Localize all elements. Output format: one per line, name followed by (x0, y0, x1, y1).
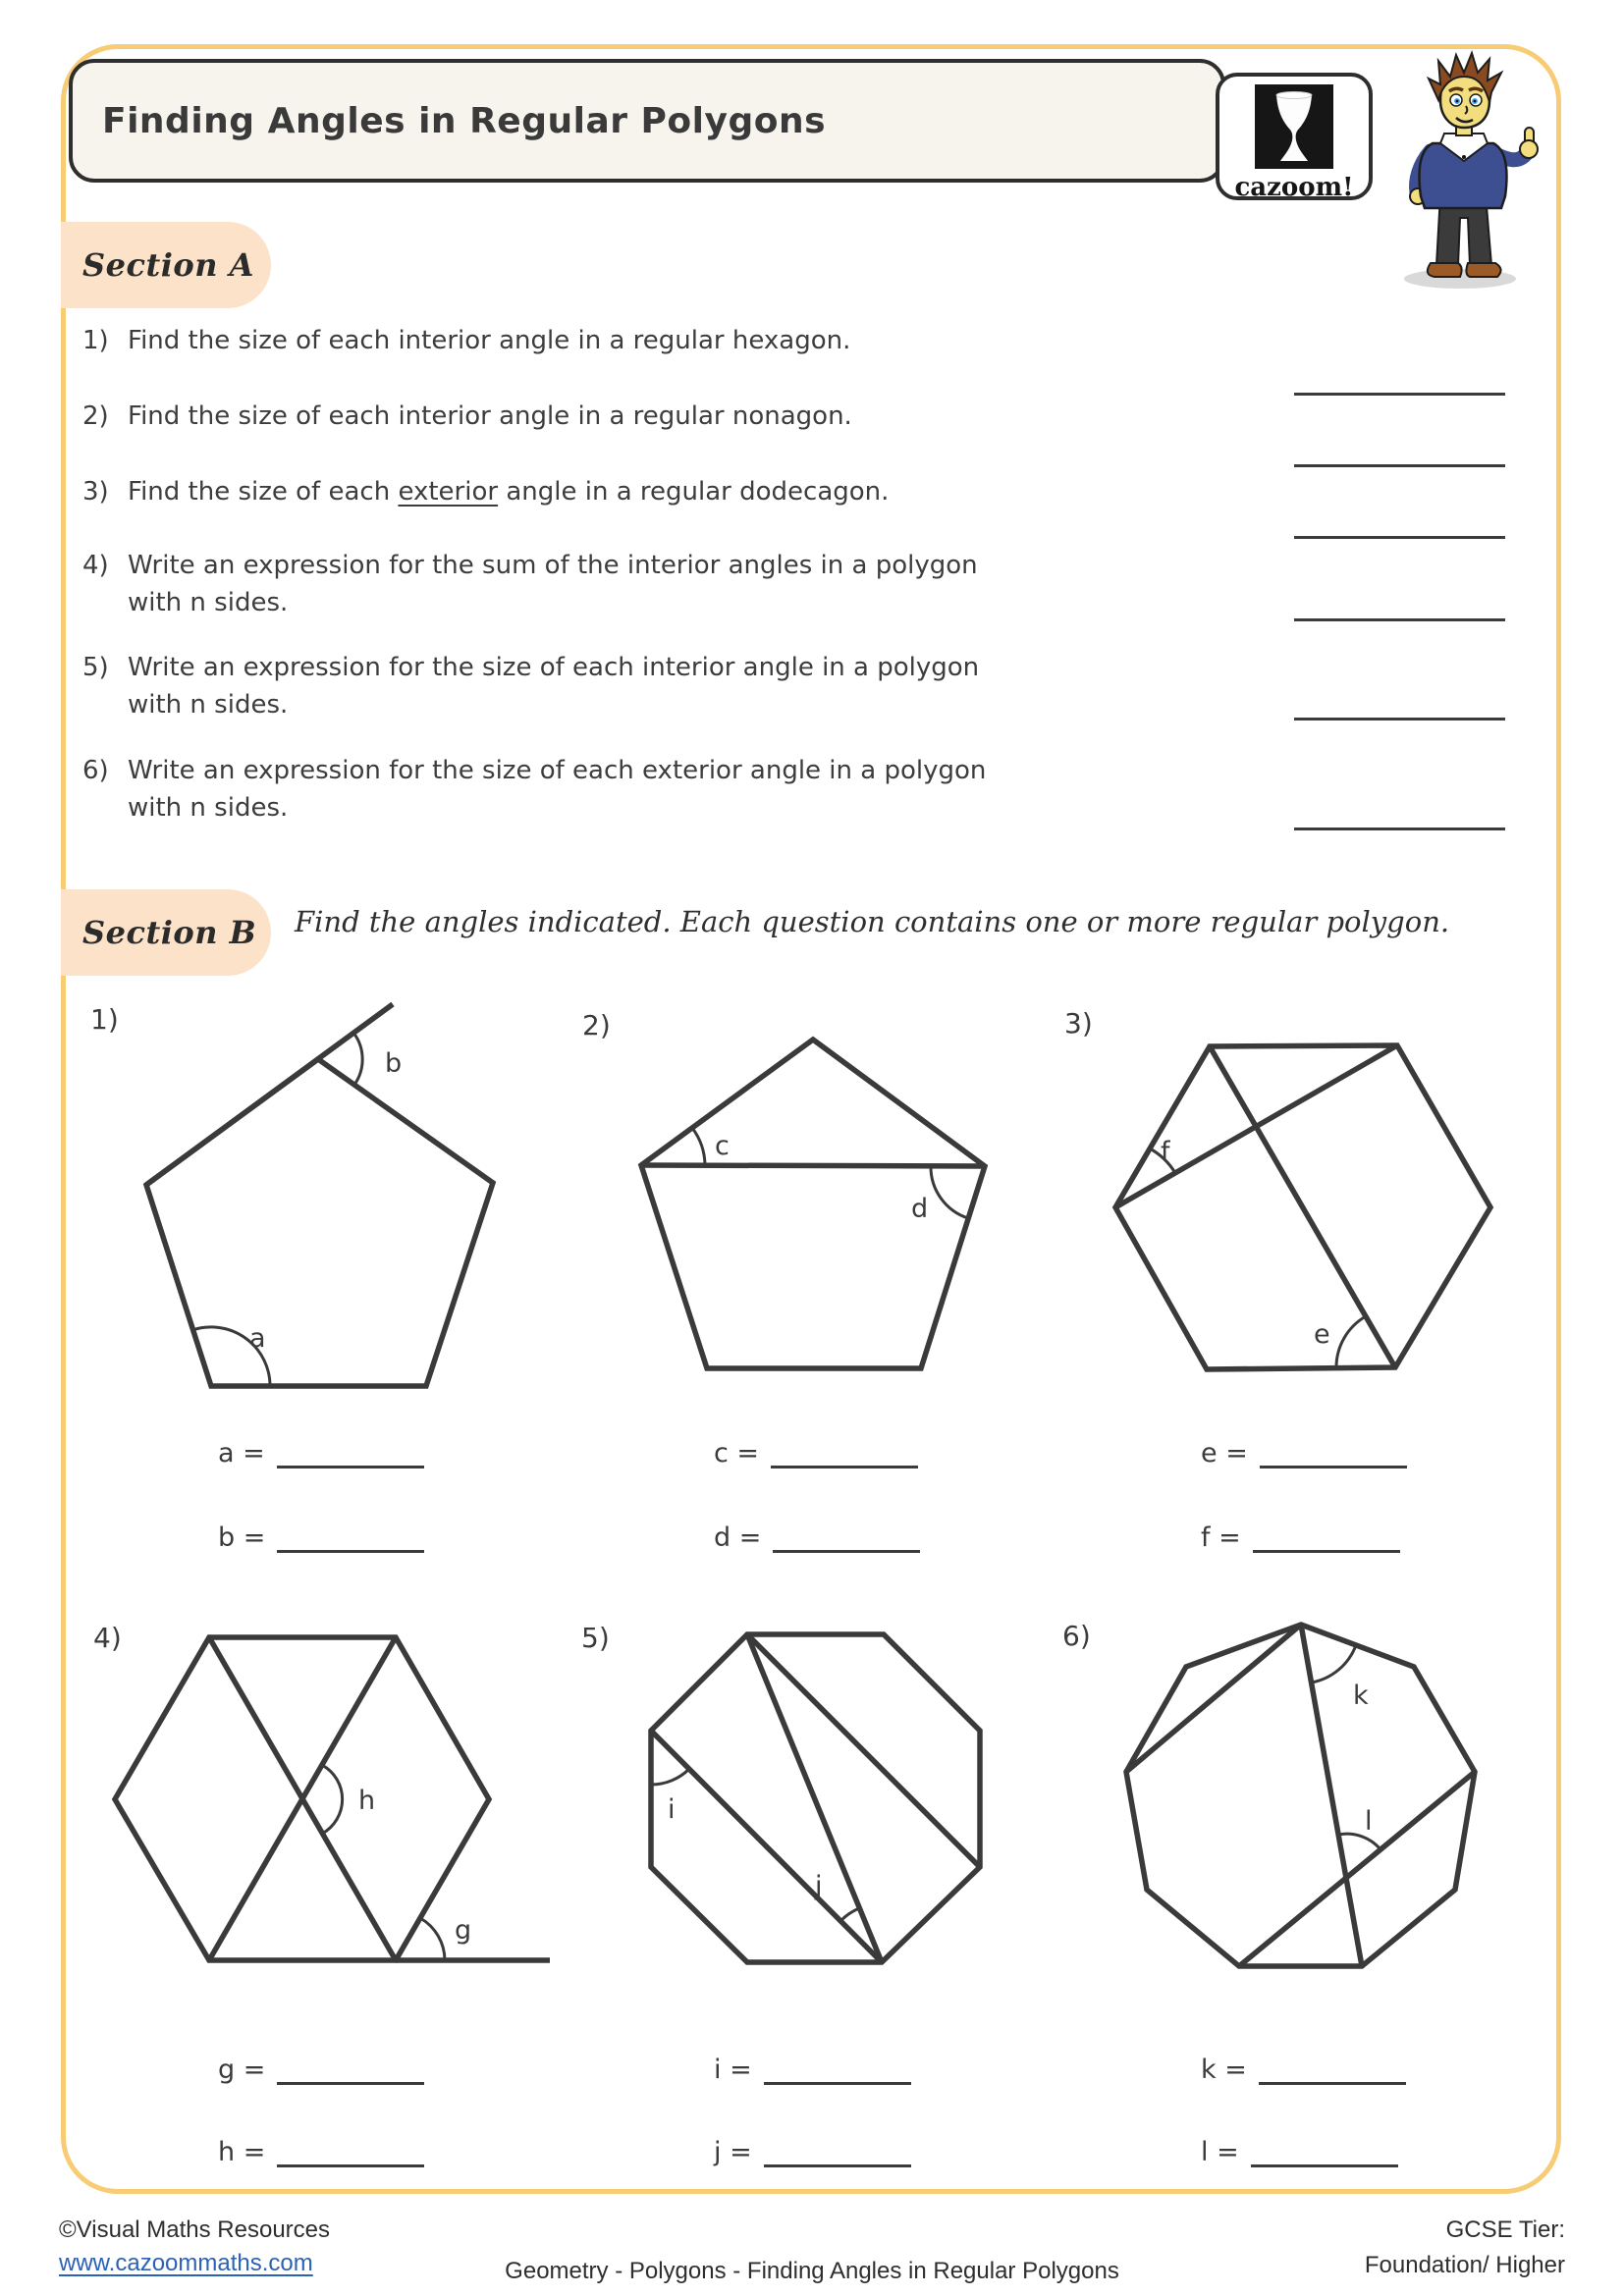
answer-j-line (764, 2133, 911, 2167)
pentagon-shape (641, 1040, 985, 1368)
question-5-number: 5) (82, 653, 109, 682)
angle-h-arc (322, 1765, 343, 1834)
answer-a-line (277, 1434, 424, 1468)
diagram-4-number: 4) (93, 1622, 122, 1654)
question-2-text: Find the size of each interior angle in a regular nonagon. (128, 401, 852, 431)
answer-a: a = (218, 1433, 424, 1468)
section-b-instruction: Find the angles indicated. Each question contains one or more regular polygon. (295, 905, 1450, 938)
answer-f-line (1253, 1519, 1400, 1553)
answer-l: l = (1201, 2132, 1398, 2167)
diagonal-line-2 (1115, 1045, 1397, 1207)
answer-d-line (773, 1519, 920, 1553)
question-2 (82, 398, 852, 435)
angle-g-label: g (455, 1915, 472, 1946)
diagram-6-number: 6) (1062, 1620, 1091, 1652)
question-4-number: 4) (82, 551, 109, 580)
angle-i-label: i (668, 1794, 676, 1825)
question-2-number: 2) (82, 401, 109, 431)
diagram-3-hexagon-diagonals (1060, 991, 1571, 1404)
diagram-2-pentagon-chord (569, 991, 1041, 1404)
answer-k-line (1259, 2051, 1406, 2085)
answer-i-line (764, 2051, 911, 2085)
section-a-label: Section A (82, 246, 254, 284)
title-box (69, 59, 1225, 183)
footer-tier-value: Foundation/ Higher (1364, 2252, 1565, 2278)
angle-b-arc (353, 1033, 362, 1085)
angle-d-arc (931, 1166, 968, 1218)
angle-i-arc (651, 1769, 689, 1785)
chord-line-1 (1126, 1625, 1301, 1772)
angle-g-arc (420, 1918, 445, 1960)
logo-wordmark: cazoom! (1234, 173, 1354, 202)
answer-e-line (1260, 1434, 1407, 1468)
answer-line-q6 (1294, 828, 1505, 830)
chord-line-1 (651, 1731, 882, 1962)
answer-e: e = (1201, 1433, 1407, 1468)
angle-a-label: a (249, 1323, 266, 1354)
angle-l-label: l (1365, 1806, 1373, 1837)
diagram-1-number: 1) (90, 1003, 119, 1036)
answer-j: j = (714, 2132, 911, 2167)
cazoom-logo-box (1216, 73, 1373, 200)
answer-line-q2 (1294, 464, 1505, 467)
diagram-1-pentagon (79, 991, 550, 1404)
chord-line (641, 1165, 985, 1166)
answer-d: d = (714, 1518, 920, 1553)
angle-h-label: h (358, 1786, 376, 1816)
answer-i: i = (714, 2050, 911, 2085)
question-6-text: Write an expression for the size of each exterior angle in a polygon with n sides. (128, 756, 987, 823)
answer-h-line (277, 2133, 424, 2167)
question-6 (82, 752, 986, 827)
goblet-icon (1255, 84, 1333, 173)
diagram-2-number: 2) (582, 1009, 611, 1041)
angle-j-arc (840, 1908, 859, 1921)
answer-l-line (1251, 2133, 1398, 2167)
answer-line-q1 (1294, 393, 1505, 396)
answer-g-line (277, 2051, 424, 2085)
angle-l-arc (1338, 1834, 1380, 1849)
question-3 (82, 473, 889, 510)
answer-line-q4 (1294, 618, 1505, 621)
pentagon-shape (146, 1059, 493, 1386)
angle-e-label: e (1314, 1319, 1330, 1350)
answer-h: h = (218, 2132, 424, 2167)
footer-copyright: ©Visual Maths Resources (59, 2216, 331, 2243)
diagram-4-hexagon-x (69, 1610, 560, 2022)
answer-g: g = (218, 2050, 424, 2085)
question-4-text: Write an expression for the sum of the interior angles in a polygon with n sides. (128, 551, 978, 617)
diagonal-line-1 (1210, 1046, 1395, 1367)
answer-c: c = (714, 1433, 918, 1468)
footer-link[interactable]: www.cazoommaths.com (59, 2250, 313, 2276)
section-b-label: Section B (82, 914, 257, 951)
question-5 (82, 649, 979, 723)
question-3-text: Find the size of each exterior angle in a regular dodecagon. (128, 477, 890, 507)
question-1-text: Find the size of each interior angle in a regular hexagon. (128, 326, 851, 355)
diagram-5-octagon-chords (569, 1610, 1060, 2022)
answer-f: f = (1201, 1518, 1400, 1553)
section-b-badge (61, 889, 271, 976)
angle-k-label: k (1353, 1681, 1369, 1711)
answer-b-line (277, 1519, 424, 1553)
answer-line-q3 (1294, 536, 1505, 539)
footer-breadcrumb: Geometry - Polygons - Finding Angles in Regular Polygons (505, 2258, 1119, 2284)
underlined-word: exterior (398, 477, 499, 507)
diagram-6-nonagon-chords (1060, 1610, 1571, 2022)
question-1-number: 1) (82, 326, 109, 355)
question-5-text: Write an expression for the size of each interior angle in a polygon with n sides. (128, 653, 980, 720)
angle-c-label: c (715, 1131, 730, 1161)
answer-line-q5 (1294, 718, 1505, 721)
angle-f-label: f (1161, 1137, 1170, 1167)
question-1 (82, 322, 850, 359)
mascot-illustration (1380, 49, 1549, 294)
answer-k: k = (1201, 2050, 1406, 2085)
angle-b-label: b (385, 1048, 403, 1079)
angle-k-arc (1312, 1645, 1356, 1682)
chord-line-3 (747, 1634, 980, 1867)
angle-d-label: d (911, 1194, 929, 1224)
diagram-3-number: 3) (1064, 1007, 1093, 1040)
answer-c-line (771, 1434, 918, 1468)
angle-e-arc (1336, 1316, 1366, 1367)
extended-side-line (146, 1004, 393, 1185)
diagram-5-number: 5) (581, 1622, 610, 1654)
question-4 (82, 547, 978, 621)
angle-j-label: j (815, 1871, 823, 1901)
chord-line-2 (747, 1634, 882, 1962)
footer-tier-label: GCSE Tier: (1445, 2216, 1565, 2243)
answer-b: b = (218, 1518, 424, 1553)
question-6-number: 6) (82, 756, 109, 785)
page-title: Finding Angles in Regular Polygons (102, 100, 827, 141)
section-a-badge (61, 222, 271, 308)
angle-c-arc (692, 1128, 705, 1165)
question-3-number: 3) (82, 477, 109, 507)
